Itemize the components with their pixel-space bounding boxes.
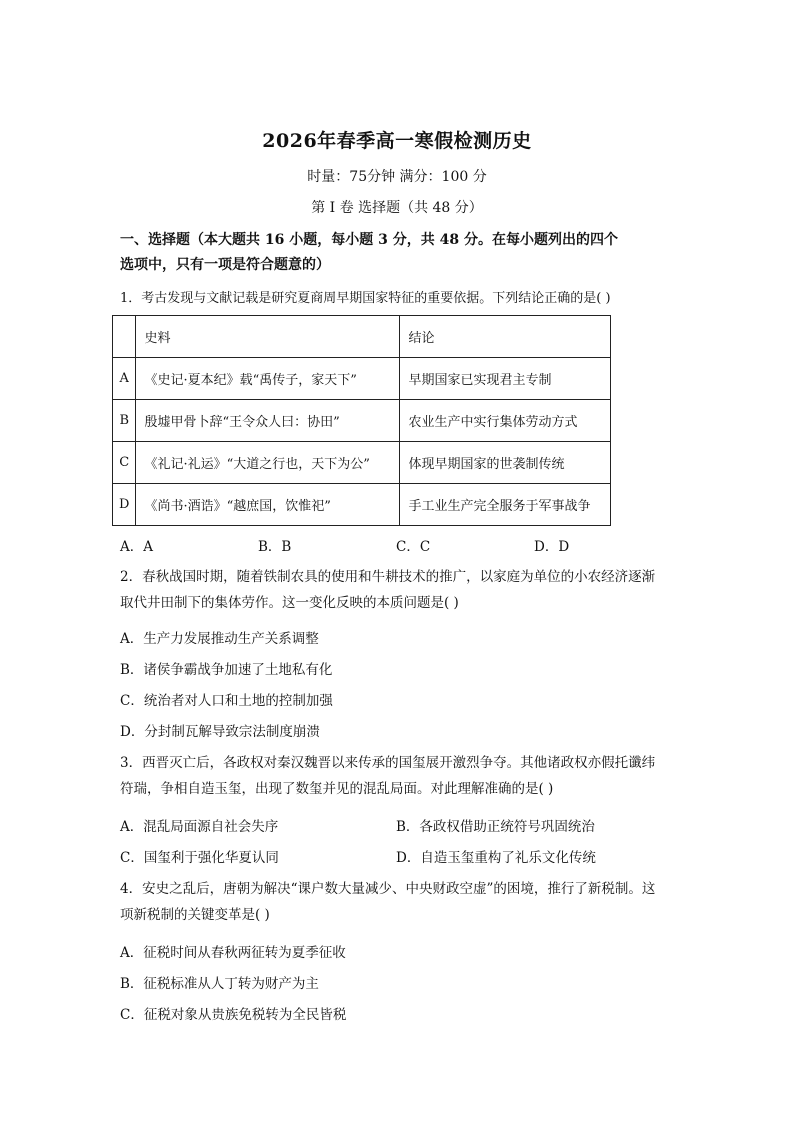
question-1-option-d: D．D — [534, 539, 570, 555]
question-4-stem-line: 4．安史之乱后，唐朝为解决“课户数大量减少、中央财政空虚”的困境，推行了新税制。这 — [120, 881, 656, 897]
exam-title: 2026年春季高一寒假检测历史 — [262, 130, 532, 152]
question-1-option-b: B．B — [258, 539, 292, 555]
question-3-option-a: A．混乱局面源自社会失序 — [120, 819, 279, 835]
table-cell: B — [113, 400, 136, 442]
question-1-table — [112, 315, 611, 526]
question-2-option-b: B．诸侯争霸战争加速了土地私有化 — [120, 662, 333, 678]
table-row — [113, 484, 611, 526]
question-3-option-b: B．各政权借助正统符号巩固统治 — [396, 819, 595, 835]
question-1-option-a: A．A — [120, 539, 153, 555]
question-4-stem-line: 项新税制的关键变革是( ) — [120, 907, 270, 923]
question-3-option-c: C．国玺利于强化华夏认同 — [120, 850, 279, 866]
question-2-stem-line: 取代井田制下的集体劳作。这一变化反映的本质问题是( ) — [120, 595, 459, 611]
table-cell: 《史记·夏本纪》载“禹传子，家天下” — [136, 358, 400, 400]
question-4-option-c: C．征税对象从贵族免税转为全民皆税 — [120, 1007, 347, 1023]
table-header-row — [113, 316, 611, 358]
question-3-stem-line: 符瑞，争相自造玉玺，出现了数玺并见的混乱局面。对此理解准确的是( ) — [120, 781, 554, 797]
table-row — [113, 442, 611, 484]
table-cell: 早期国家已实现君主专制 — [400, 358, 611, 400]
table-cell: 手工业生产完全服务于军事战争 — [400, 484, 611, 526]
exam-time-info: 时量：75分钟 满分：100 分 — [307, 169, 487, 185]
section-heading-line: 一、选择题（本大题共 16 小题，每小题 3 分，共 48 分。在每小题列出的四个 — [120, 232, 618, 248]
table-cell: C — [113, 442, 136, 484]
table-cell: 农业生产中实行集体劳动方式 — [400, 400, 611, 442]
question-4-stem — [120, 876, 676, 928]
table-cell: 体现早期国家的世袭制传统 — [400, 442, 611, 484]
volume-heading: 第 I 卷 选择题（共 48 分） — [311, 200, 483, 216]
question-3-option-d: D．自造玉玺重构了礼乐文化传统 — [396, 850, 596, 866]
section-heading-line: 选项中，只有一项是符合题意的） — [120, 257, 330, 273]
question-4-option-a: A．征税时间从春秋两征转为夏季征收 — [120, 945, 346, 961]
table-header-cell — [113, 316, 136, 358]
question-3-stem-line: 3．西晋灭亡后，各政权对秦汉魏晋以来传承的国玺展开激烈争夺。其他诸政权亦假托谶纬 — [120, 755, 656, 771]
question-2-option-a: A．生产力发展推动生产关系调整 — [120, 631, 319, 647]
table-cell: D — [113, 484, 136, 526]
table-row — [113, 400, 611, 442]
question-2-option-d: D．分封制瓦解导致宗法制度崩溃 — [120, 724, 320, 740]
table-cell: 《尚书·酒诰》“越庶国，饮惟祀” — [136, 484, 400, 526]
table-header-cell: 史料 — [136, 316, 400, 358]
table-row — [113, 358, 611, 400]
question-4-option-b: B．征税标准从人丁转为财产为主 — [120, 976, 319, 992]
question-1-stem: 1．考古发现与文献记载是研究夏商周早期国家特征的重要依据。下列结论正确的是( ) — [120, 291, 611, 306]
table-cell: A — [113, 358, 136, 400]
question-3-stem — [120, 750, 676, 802]
question-1-option-c: C．C — [396, 539, 431, 555]
question-2-stem-line: 2．春秋战国时期，随着铁制农具的使用和牛耕技术的推广，以家庭为单位的小农经济逐渐 — [120, 569, 656, 585]
question-2-stem — [120, 564, 676, 616]
question-2-option-c: C．统治者对人口和土地的控制加强 — [120, 693, 333, 709]
table-header-cell: 结论 — [400, 316, 611, 358]
table-cell: 《礼记·礼运》“大道之行也，天下为公” — [136, 442, 400, 484]
table-cell: 殷墟甲骨卜辞“王令众人曰：协田” — [136, 400, 400, 442]
section-heading — [120, 228, 680, 278]
